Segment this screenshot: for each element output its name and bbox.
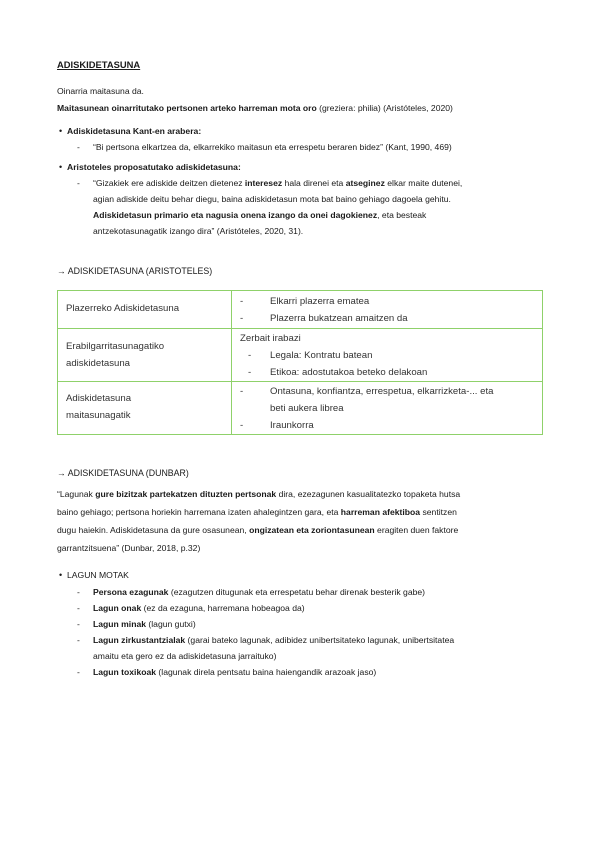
dash-icon: -: [248, 367, 252, 378]
quote-text: baino gehiago; pertsona horiekin harremana izaten ahalegintzen gara, eta: [57, 507, 341, 517]
quote-text: hala direnei eta: [282, 178, 346, 188]
bullet-icon: •: [59, 162, 63, 172]
dash-icon: -: [77, 619, 80, 629]
item-term: Lagun onak: [93, 603, 142, 613]
list-item: [232, 293, 542, 310]
intro-line-1: Oinarria maitasuna da.: [57, 86, 144, 96]
bullet-icon: •: [59, 570, 63, 580]
dash-icon: -: [240, 296, 244, 307]
row-label: adiskidetasuna: [66, 358, 131, 369]
item-term: Persona ezagunak: [93, 587, 169, 597]
intro-line-2: [57, 103, 453, 114]
table-cell-content: [232, 291, 543, 329]
list-item: [232, 364, 542, 381]
list-item: [232, 310, 542, 327]
item-text: (lagun gutxi): [146, 619, 196, 629]
list-item: [232, 383, 542, 400]
quote-bold: harreman afektiboa: [340, 507, 421, 517]
quote-bold: interesez: [244, 178, 283, 188]
dash-icon: -: [240, 313, 244, 324]
dash-icon: -: [77, 142, 80, 152]
row-label: maitasunagatik: [66, 410, 131, 421]
item-text-continued: beti aukera librea: [270, 403, 344, 414]
list-item: [93, 603, 305, 614]
item-text: Etikoa: adostutakoa beteko delakoan: [270, 367, 428, 378]
item-text: Elkarri plazerra ematea: [270, 296, 370, 307]
dunbar-quote-line-2: [57, 507, 457, 518]
item-term: Lagun minak: [93, 619, 147, 629]
dash-icon: -: [240, 420, 244, 431]
dash-icon: -: [240, 386, 244, 397]
quote-text: eragiten duen faktore: [374, 525, 459, 535]
table-cell-content: [232, 329, 543, 382]
quote-bold: gure bizitzak partekatzen dituzten pertsonak: [95, 489, 277, 499]
item-text: Iraunkorra: [270, 420, 314, 431]
friendship-types-table: [57, 290, 543, 435]
section-heading-dunbar: → ADISKIDETASUNA (DUNBAR): [57, 468, 189, 478]
quote-text: elkar maite dutenei,: [384, 178, 463, 188]
item-text: (ezagutzen ditugunak eta errespetatu behar direnak besterik gabe): [168, 587, 426, 597]
table-cell-content: [232, 382, 543, 435]
dash-icon: -: [77, 667, 80, 677]
quote-text: “Lagunak: [57, 489, 96, 499]
page-title: ADISKIDETASUNA: [57, 59, 141, 70]
table-row: [58, 291, 543, 329]
aristoteles-quote-line-1: [93, 178, 462, 189]
item-text: (garai bateko lagunak, adibidez unibertsitateko lagunak, unibertsitatea: [185, 635, 455, 645]
aristoteles-heading: Aristoteles proposatutako adiskidetasuna:: [67, 162, 241, 172]
row-label: Adiskidetasuna: [66, 393, 132, 404]
item-term: Lagun toxikoak: [93, 667, 157, 677]
intro-citation: (greziera: philia) (Aristóteles, 2020): [316, 103, 453, 113]
list-item: [232, 417, 542, 434]
list-item: [93, 587, 425, 598]
aristoteles-quote-line-4: antzekotasunagatik izango dira” (Aristóteles, 2020, 31).: [93, 226, 304, 236]
quote-text: sentitzen: [420, 507, 457, 517]
quote-bold: ongizatean eta zoriontasunean: [249, 525, 375, 535]
section-heading-aristoteles: → ADISKIDETASUNA (ARISTOTELES): [57, 266, 213, 276]
quote-text: “Gizakiek ere adiskide deitzen dietenez: [93, 178, 245, 188]
list-item: [93, 667, 376, 678]
quote-text: dugu haiekin. Adiskidetasuna da gure osasunean,: [57, 525, 250, 535]
item-text: (lagunak direla pentsatu baina haiengandik arazoak jaso): [156, 667, 377, 677]
dunbar-quote-line-1: [57, 489, 460, 500]
aristoteles-quote-line-3: [93, 210, 426, 221]
lagun-motak-heading: LAGUN MOTAK: [67, 570, 129, 580]
list-item-continued: amaitu eta gero ez da adiskidetasuna jarraituko): [93, 651, 277, 661]
kant-heading: Adiskidetasuna Kant-en arabera:: [67, 126, 202, 136]
item-text: Plazerra bukatzean amaitzen da: [270, 313, 408, 324]
table-cell-label: [58, 382, 232, 435]
dash-icon: -: [77, 603, 80, 613]
quote-bold: Adiskidetasun primario eta nagusia onena izango da onei dagokienez: [93, 210, 378, 220]
dash-icon: -: [77, 587, 80, 597]
item-text: Legala: Kontratu batean: [270, 350, 373, 361]
table-cell-label: [58, 329, 232, 382]
row-lead: Zerbait irabazi: [240, 333, 301, 344]
table-cell-label: [58, 291, 232, 329]
row-label: Plazerreko Adiskidetasuna: [66, 303, 180, 314]
dash-icon: -: [248, 350, 252, 361]
aristoteles-quote-line-2: agian adiskide deitu behar diegu, baina adiskidetasun mota bat baino gehiago dagoela gehitu.: [93, 194, 451, 204]
dunbar-quote-line-3: [57, 525, 458, 536]
quote-text: dira, ezezagunen kasualitatezko topaketa hutsa: [276, 489, 461, 499]
list-item: [93, 635, 454, 646]
item-text: (ez da ezaguna, harremana hobeagoa da): [141, 603, 305, 613]
dunbar-quote-line-4: garrantzitsuena” (Dunbar, 2018, p.32): [57, 543, 201, 553]
quote-text: , eta besteak: [377, 210, 427, 220]
intro-definition: Maitasunean oinarritutako pertsonen arteko harreman mota oro: [57, 103, 317, 113]
list-item: [232, 347, 542, 364]
quote-bold: atseginez: [345, 178, 385, 188]
kant-quote: “Bi pertsona elkartzea da, elkarrekiko maitasun eta errespetu beraren bidez” (Kant, 1990, 469): [93, 142, 452, 152]
bullet-icon: •: [59, 126, 63, 136]
item-term: Lagun zirkustantzialak: [93, 635, 186, 645]
dash-icon: -: [77, 635, 80, 645]
dash-icon: -: [77, 178, 80, 188]
row-label: Erabilgarritasunagatiko: [66, 341, 165, 352]
table-row: [58, 382, 543, 435]
table-row: [58, 329, 543, 382]
list-item: [93, 619, 196, 630]
item-text: Ontasuna, konfiantza, errespetua, elkarrizketa-... eta: [270, 386, 494, 397]
